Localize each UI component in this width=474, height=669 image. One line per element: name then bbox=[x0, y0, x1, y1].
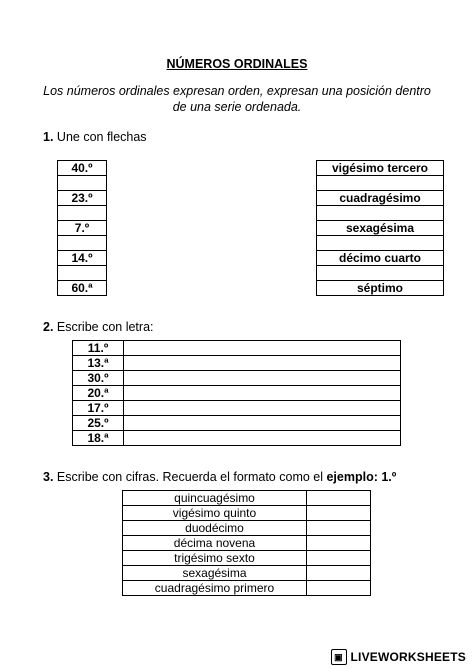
section-1-right-table bbox=[316, 160, 444, 296]
section-3-row bbox=[123, 506, 371, 521]
section-2-answer-field[interactable] bbox=[124, 356, 401, 371]
section-1-right-cell[interactable] bbox=[317, 266, 444, 281]
section-2-ordinal-cell: 30.º bbox=[73, 371, 124, 386]
section-3-text: Escribe con cifras. Recuerda el formato como el bbox=[56, 470, 327, 484]
page-title: NÚMEROS ORDINALES bbox=[166, 57, 308, 71]
footer-brand-text: LIVEWORKSHEETS bbox=[350, 650, 466, 664]
section-1-right-cell: sexagésima bbox=[317, 221, 444, 236]
section-3-word-cell: cuadragésimo primero bbox=[123, 581, 307, 596]
section-3-row bbox=[123, 566, 371, 581]
section-3-row bbox=[123, 521, 371, 536]
section-1-right-row bbox=[317, 191, 444, 206]
section-2-ordinal-cell: 17.º bbox=[73, 401, 124, 416]
section-3-answer-field[interactable] bbox=[307, 581, 371, 596]
section-1-left-cell: 14.º bbox=[58, 251, 107, 266]
section-3-answer-field[interactable] bbox=[307, 491, 371, 506]
section-2-row bbox=[73, 401, 401, 416]
section-1-right-row bbox=[317, 266, 444, 281]
section-3-answer-field[interactable] bbox=[307, 536, 371, 551]
section-3-row bbox=[123, 581, 371, 596]
section-3-answer-field[interactable] bbox=[307, 566, 371, 581]
section-3-heading bbox=[43, 470, 396, 484]
section-2-row bbox=[73, 371, 401, 386]
section-2-row bbox=[73, 341, 401, 356]
section-1-right-row bbox=[317, 251, 444, 266]
section-1-left-row bbox=[58, 161, 107, 176]
section-2-row bbox=[73, 431, 401, 446]
section-2-answer-field[interactable] bbox=[124, 341, 401, 356]
section-3-row bbox=[123, 536, 371, 551]
section-2-ordinal-cell: 18.ª bbox=[73, 431, 124, 446]
section-1-left-table bbox=[57, 160, 107, 296]
section-3-answer-field[interactable] bbox=[307, 521, 371, 536]
section-1-right-cell: cuadragésimo bbox=[317, 191, 444, 206]
section-1-right-row bbox=[317, 221, 444, 236]
section-1-right-row bbox=[317, 161, 444, 176]
section-3-word-cell: trigésimo sexto bbox=[123, 551, 307, 566]
section-3-row bbox=[123, 551, 371, 566]
section-1-left-row bbox=[58, 206, 107, 221]
section-2-table bbox=[72, 340, 401, 446]
section-2-ordinal-cell: 11.º bbox=[73, 341, 124, 356]
section-1-left-row bbox=[58, 281, 107, 296]
section-1-heading bbox=[43, 130, 147, 144]
section-3-word-cell: décima novena bbox=[123, 536, 307, 551]
section-1-left-row bbox=[58, 236, 107, 251]
section-2-answer-field[interactable] bbox=[124, 371, 401, 386]
section-1-left-cell: 7.º bbox=[58, 221, 107, 236]
section-1-number: 1. bbox=[43, 130, 54, 144]
section-1-right-cell: décimo cuarto bbox=[317, 251, 444, 266]
section-2-answer-field[interactable] bbox=[124, 431, 401, 446]
section-3-table bbox=[122, 490, 371, 596]
section-1-left-cell[interactable] bbox=[58, 266, 107, 281]
footer-brand bbox=[331, 649, 466, 665]
section-2-heading bbox=[43, 320, 154, 334]
section-1-left-cell: 60.ª bbox=[58, 281, 107, 296]
section-2-ordinal-cell: 25.º bbox=[73, 416, 124, 431]
section-3-answer-field[interactable] bbox=[307, 506, 371, 521]
section-1-right-cell: vigésimo tercero bbox=[317, 161, 444, 176]
section-1-left-row bbox=[58, 251, 107, 266]
section-1-text: Une con flechas bbox=[56, 130, 147, 144]
section-1-right-row bbox=[317, 206, 444, 221]
section-2-row bbox=[73, 356, 401, 371]
section-3-word-cell: sexagésima bbox=[123, 566, 307, 581]
section-2-row bbox=[73, 386, 401, 401]
section-1-right-cell[interactable] bbox=[317, 206, 444, 221]
section-3-word-cell: quincuagésimo bbox=[123, 491, 307, 506]
section-2-row bbox=[73, 416, 401, 431]
section-3-row bbox=[123, 491, 371, 506]
section-2-answer-field[interactable] bbox=[124, 416, 401, 431]
section-2-ordinal-cell: 20.ª bbox=[73, 386, 124, 401]
section-3-answer-field[interactable] bbox=[307, 551, 371, 566]
section-1-left-row bbox=[58, 221, 107, 236]
section-2-ordinal-cell: 13.ª bbox=[73, 356, 124, 371]
section-1-left-cell: 23.º bbox=[58, 191, 107, 206]
section-1-left-cell: 40.º bbox=[58, 161, 107, 176]
section-1-left-cell[interactable] bbox=[58, 176, 107, 191]
section-3-word-cell: vigésimo quinto bbox=[123, 506, 307, 521]
section-1-left-cell[interactable] bbox=[58, 206, 107, 221]
section-2-number: 2. bbox=[43, 320, 54, 334]
section-3-word-cell: duodécimo bbox=[123, 521, 307, 536]
section-1-right-row bbox=[317, 281, 444, 296]
section-3-example: ejemplo: 1.º bbox=[326, 470, 397, 484]
section-1-right-cell[interactable] bbox=[317, 236, 444, 251]
section-1-right-row bbox=[317, 176, 444, 191]
section-2-text: Escribe con letra: bbox=[56, 320, 154, 334]
liveworksheets-logo-icon: ▣ bbox=[331, 649, 347, 665]
section-1-left-row bbox=[58, 191, 107, 206]
section-2-answer-field[interactable] bbox=[124, 401, 401, 416]
section-2-answer-field[interactable] bbox=[124, 386, 401, 401]
section-1-right-cell[interactable] bbox=[317, 176, 444, 191]
section-3-number: 3. bbox=[43, 470, 54, 484]
section-1-right-cell: séptimo bbox=[317, 281, 444, 296]
section-1-left-row bbox=[58, 176, 107, 191]
section-1-left-cell[interactable] bbox=[58, 236, 107, 251]
intro-text: Los números ordinales expresan orden, expresan una posición dentro de una serie ordenada. bbox=[43, 84, 431, 114]
section-1-right-row bbox=[317, 236, 444, 251]
section-1-left-row bbox=[58, 266, 107, 281]
